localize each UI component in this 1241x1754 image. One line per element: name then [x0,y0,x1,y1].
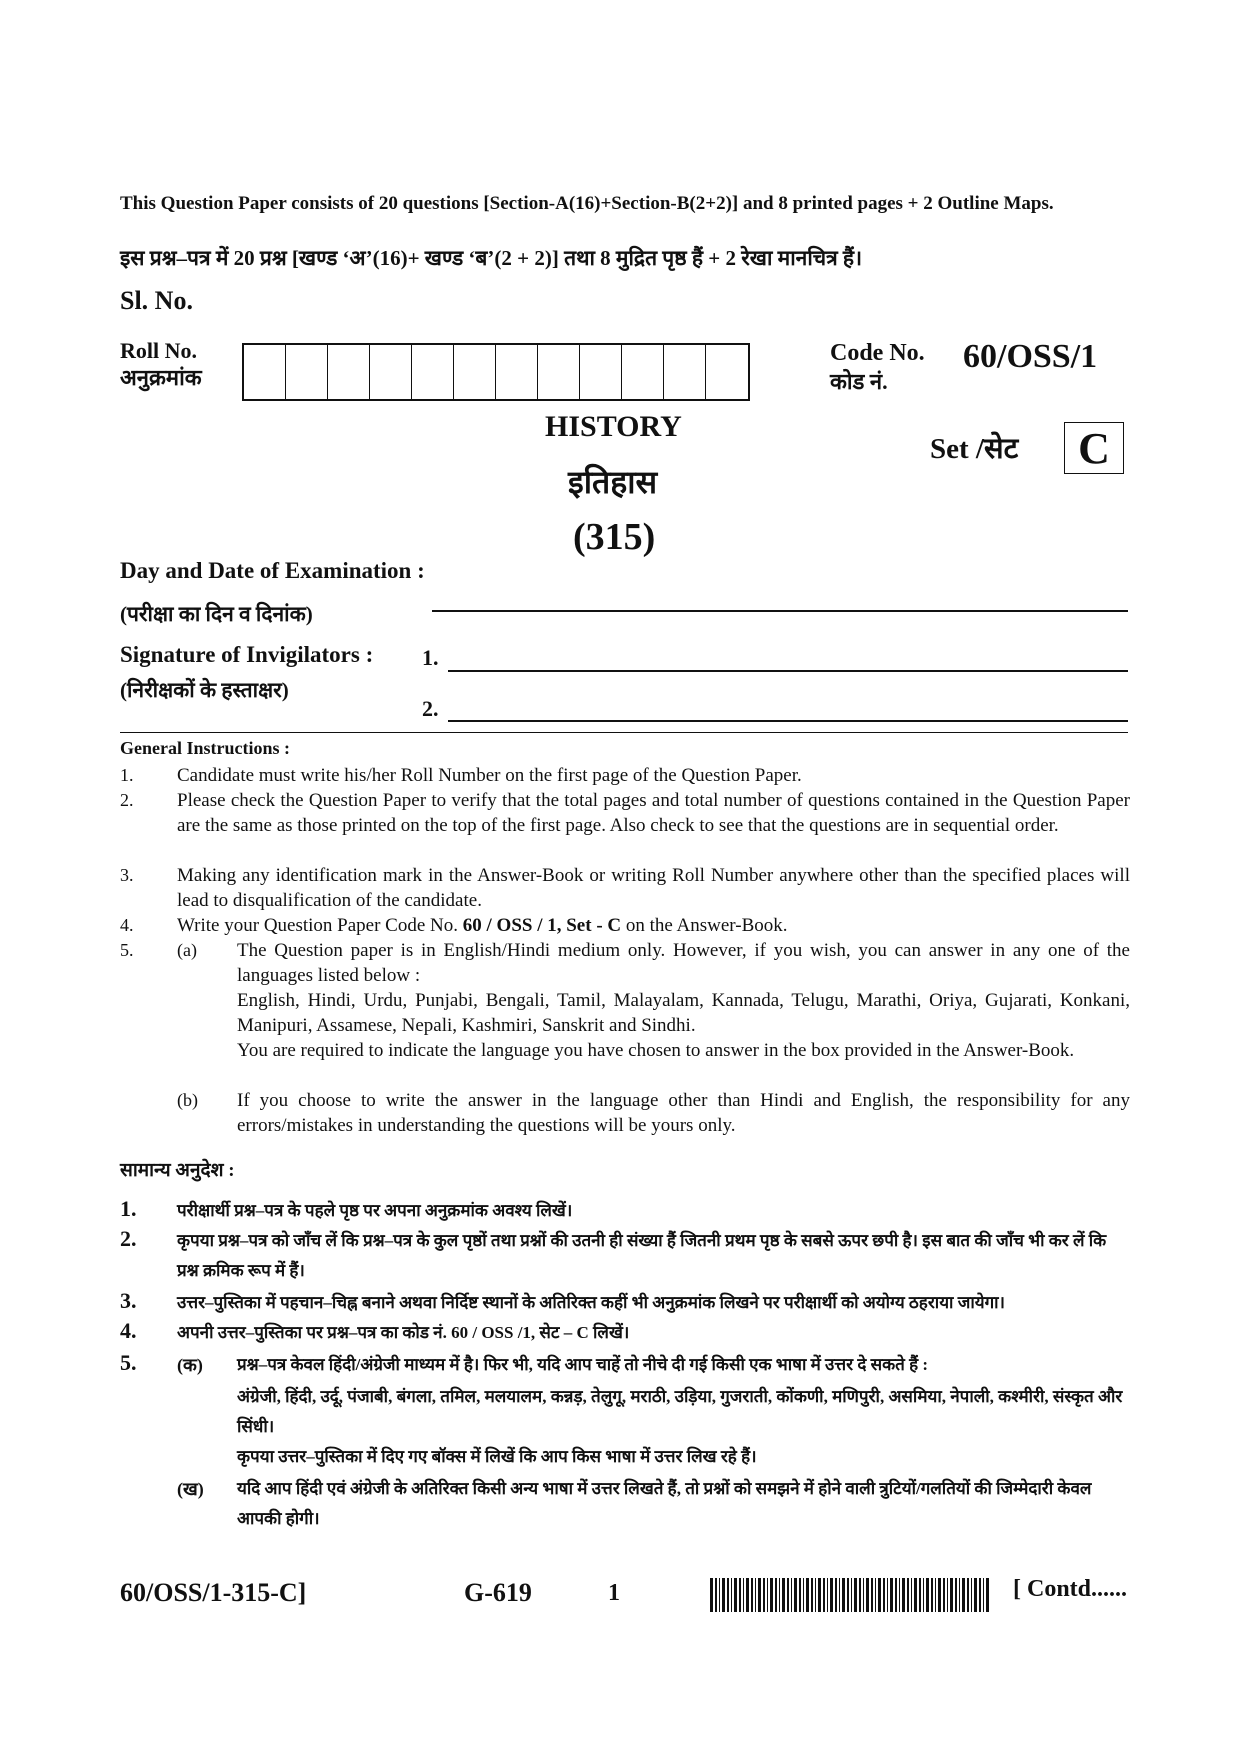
set-label: Set /सेट [930,433,1019,465]
page-number: 1 [608,1580,620,1606]
code-number-label-en: Code No. [830,340,925,366]
paper-code-reference: 60 / OSS / 1, Set - C [462,915,622,936]
roll-number-boxes[interactable] [242,343,750,401]
roll-number-label-en: Roll No. [120,338,197,363]
instruction-text: Please check the Question Paper to verify that the total pages and total number of questions contained in the Question Paper are the same as those printed on the top of the first page. Also check to see that the questions are in sequential order. [177,790,1130,836]
exam-date-label-en: Day and Date of Examination : [120,558,425,583]
instruction-text: अपनी उत्तर–पुस्तिका पर प्रश्न–पत्र का कोड नं. 60 / OSS /1, सेट – C लिखें। [177,1323,630,1342]
roll-digit-box[interactable] [580,345,622,399]
sub-instruction-label: (ख) [177,1479,204,1499]
roll-digit-box[interactable] [328,345,370,399]
sub-instruction-label: (क) [177,1355,203,1375]
exam-date-label-hi: (परीक्षा का दिन व दिनांक) [120,602,313,626]
language-list: अंग्रेजी, हिंदी, उर्दू, पंजाबी, बंगला, तमिल, मलयालम, कन्नड़, तेलुगू, मराठी, उड़िया, गुजराती, कोंकणी, मणिपुरी, असमिया, नेपाली, कश्मीरी, संस्कृत और सिंधी। [237,1387,1123,1436]
roll-digit-box[interactable] [706,345,748,399]
roll-digit-box[interactable] [412,345,454,399]
instruction-number: 4. [120,915,134,935]
set-value-box: C [1064,422,1124,474]
instruction-number: 3. [120,1288,137,1313]
roll-digit-box[interactable] [370,345,412,399]
footer-paper-code: 60/OSS/1-315-C] [120,1578,307,1607]
paper-summary-en: This Question Paper consists of 20 questions [Section-A(16)+Section-B(2+2)] and 8 printed pages + 2 Outline Maps. [120,193,1054,214]
sub-instruction-label: (b) [177,1090,198,1110]
instruction-text: Making any identification mark in the Answer-Book or writing Roll Number anywhere other than the specified places will lead to disqualification of the candidate. [177,865,1130,911]
instruction-text: If you choose to write the answer in the language other than Hindi and English, the responsibility for any errors/mistakes in understanding the questions will be yours only. [237,1090,1130,1136]
barcode-icon [710,1578,990,1612]
roll-digit-box[interactable] [496,345,538,399]
instruction-text: उत्तर–पुस्तिका में पहचान–चिह्न बनाने अथवा निर्दिष्ट स्थानों के अतिरिक्त कहीं भी अनुक्रमांक लिखने पर परीक्षार्थी को अयोग्य ठहराया जायेगा। [177,1293,1006,1312]
invigilator-2-signature-line[interactable] [448,720,1128,722]
invigilator-signature-label-hi: (निरीक्षकों के हस्ताक्षर) [120,678,289,702]
instruction-number: 5. [120,940,134,960]
instruction-number: 4. [120,1318,137,1343]
invigilator-1-number: 1. [422,645,439,670]
paper-summary-hi: इस प्रश्न–पत्र में 20 प्रश्न [खण्ड ‘अ’(16)+ खण्ड ‘ब’(2 + 2)] तथा 8 मुद्रित पृष्ठ हैं + 2 रेखा मानचित्र हैं। [120,246,863,270]
roll-digit-box[interactable] [454,345,496,399]
code-number-value: 60/OSS/1 [963,338,1098,375]
sub-instruction-label: (a) [177,940,197,960]
subject-code: (315) [573,516,656,558]
general-instructions-title-hi: सामान्य अनुदेश : [120,1160,235,1181]
instruction-number: 5. [120,1350,137,1375]
exam-date-line[interactable] [432,610,1128,612]
instruction-text: The Question paper is in English/Hindi medium only. However, if you wish, you can answer in any one of the languages listed below : [237,940,1130,986]
invigilator-signature-label-en: Signature of Invigilators : [120,642,374,667]
invigilator-2-number: 2. [422,696,439,721]
instruction-number: 2. [120,1226,137,1251]
footer-reference: G-619 [464,1578,532,1607]
invigilator-1-signature-line[interactable] [448,670,1128,672]
instruction-number: 3. [120,865,134,885]
instruction-text: Candidate must write his/her Roll Number on the first page of the Question Paper. [177,765,802,786]
serial-number-label: Sl. No. [120,286,193,315]
roll-digit-box[interactable] [538,345,580,399]
instruction-text: परीक्षार्थी प्रश्न–पत्र के पहले पृष्ठ पर अपना अनुक्रमांक अवश्य लिखें। [177,1201,573,1220]
instruction-text: You are required to indicate the language you have chosen to answer in the box provided in the Answer-Book. [237,1040,1075,1061]
language-list: English, Hindi, Urdu, Punjabi, Bengali, Tamil, Malayalam, Kannada, Telugu, Marathi, Oriya, Gujarati, Konkani, Manipuri, Assamese, Nepali, Kashmiri, Sanskrit and Sindhi. [237,990,1130,1036]
instruction-text-part: on the Answer-Book. [621,915,788,936]
section-divider [120,732,1128,733]
instruction-text-part: Write your Question Paper Code No. [177,915,463,936]
roll-number-label-hi: अनुक्रमांक [120,365,202,390]
subject-title-hi: इतिहास [568,464,658,500]
roll-digit-box[interactable] [286,345,328,399]
instruction-text: प्रश्न–पत्र केवल हिंदी/अंग्रेजी माध्यम में है। फिर भी, यदि आप चाहें तो नीचे दी गई किसी एक भाषा में उत्तर दे सकते हैं : [237,1355,929,1374]
instruction-text: कृपया उत्तर–पुस्तिका में दिए गए बॉक्स में लिखें कि आप किस भाषा में उत्तर लिख रहे हैं। [237,1447,757,1466]
general-instructions-title-en: General Instructions : [120,738,290,758]
code-number-label-hi: कोड नं. [830,369,888,394]
instruction-text: यदि आप हिंदी एवं अंग्रेजी के अतिरिक्त किसी अन्य भाषा में उत्तर लिखते हैं, तो प्रश्नों को समझने में होने वाली त्रुटियों/गलतियों की जिम्मेदारी केवल आपकी होगी। [237,1479,1092,1528]
instruction-number: 2. [120,790,134,810]
instruction-number: 1. [120,1196,137,1221]
roll-digit-box[interactable] [244,345,286,399]
instruction-text [177,913,1130,938]
continued-label: [ Contd...... [1013,1576,1128,1602]
roll-digit-box[interactable] [664,345,706,399]
instruction-text: कृपया प्रश्न–पत्र को जाँच लें कि प्रश्न–पत्र के कुल पृष्ठों तथा प्रश्नों की उतनी ही संख्या हैं जितनी प्रथम पृष्ठ के सबसे ऊपर छपी है। इस बात की जाँच भी कर लें कि प्रश्न क्रमिक रूप में हैं। [177,1231,1107,1280]
roll-digit-box[interactable] [622,345,664,399]
subject-title-en: HISTORY [545,410,682,443]
instruction-number: 1. [120,765,134,785]
